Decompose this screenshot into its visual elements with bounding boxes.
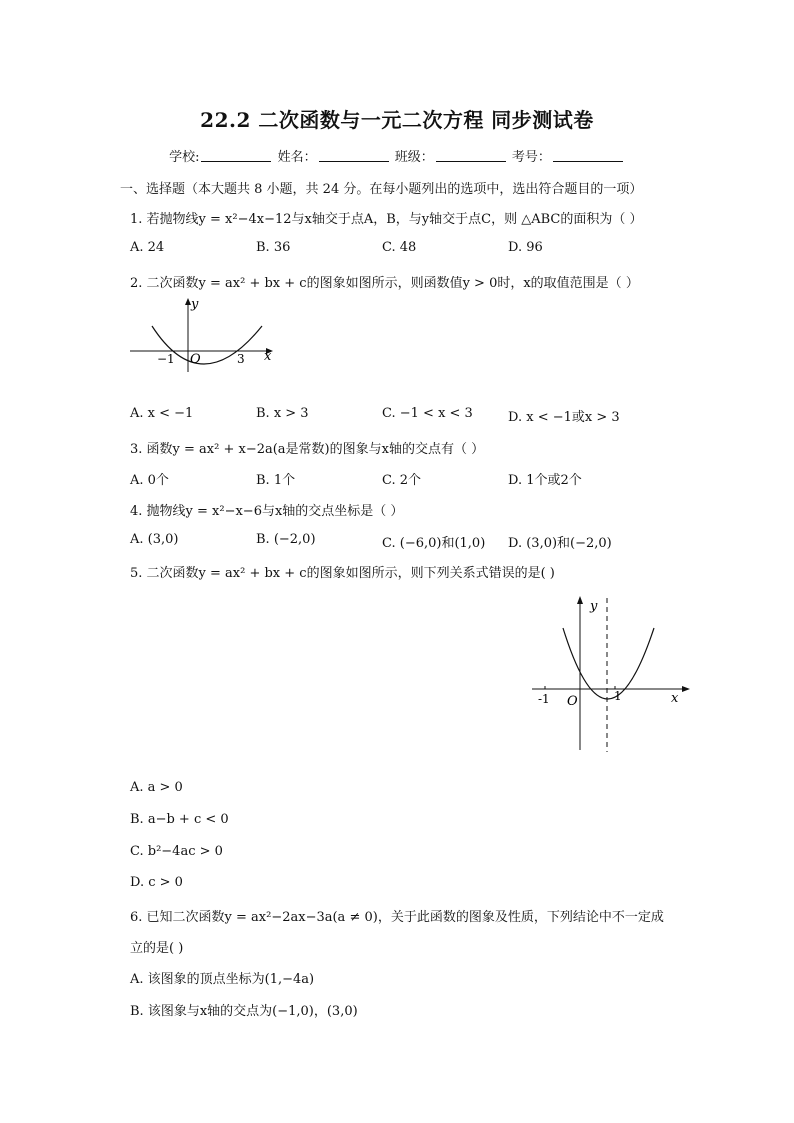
q3-option-c: C. 2个 (382, 473, 422, 488)
q2-tick-3: 3 (237, 352, 245, 366)
q4-option-a: A. (3,0) (130, 532, 179, 547)
q5-y-arrow (577, 596, 583, 604)
q3-option-d: D. 1个或2个 (508, 473, 582, 488)
q2-origin-label: O (190, 352, 201, 367)
q3-option-a: A. 0个 (130, 473, 169, 488)
q2-option-a: A. x < −1 (130, 406, 194, 421)
q6-option-a: A. 该图象的顶点坐标为(1,−4a) (130, 972, 315, 987)
q5-option-b: B. a−b + c < 0 (130, 812, 229, 827)
section-heading: 一、选择题（本大题共 8 小题，共 24 分。在每小题列出的选项中，选出符合题目的一项） (120, 182, 643, 197)
q4-option-b: B. (−2,0) (256, 532, 316, 547)
q5-tick-minus1: -1 (538, 692, 550, 706)
name-blank[interactable] (319, 149, 389, 162)
q5-option-a: A. a > 0 (130, 780, 183, 795)
q2-option-b: B. x > 3 (256, 406, 309, 421)
student-info-line (0, 146, 794, 165)
q2-tick-minus1: −1 (157, 352, 175, 366)
q1-option-d: D. 96 (508, 240, 543, 255)
question-3-stem: 3. 函数y = ax² + x−2a(a是常数)的图象与x轴的交点有（ ） (130, 442, 485, 457)
school-blank[interactable] (201, 149, 271, 162)
question-4-stem: 4. 抛物线y = x²−x−6与x轴的交点坐标是（ ） (130, 504, 404, 519)
exam-number-label: 考号： (511, 150, 551, 165)
q5-y-label: y (590, 599, 598, 614)
class-blank[interactable] (436, 149, 506, 162)
q4-option-c: C. (−6,0)和(1,0) (382, 536, 486, 551)
question-1-stem: 1. 若抛物线y = x²−4x−12与x轴交于点A，B，与y轴交于点C，则 △ABC的面积为（ ） (130, 212, 643, 227)
page-title: 22.2 二次函数与一元二次方程 同步测试卷 (200, 108, 594, 132)
q1-option-a: A. 24 (130, 240, 165, 255)
q5-origin-label: O (567, 694, 578, 709)
q5-x-label: x (671, 691, 679, 706)
q6-option-b: B. 该图象与x轴的交点为(−1,0)，(3,0) (130, 1004, 358, 1019)
question-2-stem: 2. 二次函数y = ax² + bx + c的图象如图所示，则函数值y > 0时，x的取值范围是（ ） (130, 276, 639, 291)
q1-option-b: B. 36 (256, 240, 291, 255)
q5-parabola-curve (563, 628, 654, 699)
q2-y-label: y (191, 297, 199, 312)
q1-option-c: C. 48 (382, 240, 417, 255)
q2-option-c: C. −1 < x < 3 (382, 406, 473, 421)
q2-parabola-figure (128, 294, 278, 374)
q5-tick-1: 1 (614, 689, 622, 703)
question-5-stem: 5. 二次函数y = ax² + bx + c的图象如图所示，则下列关系式错误的是( ) (130, 566, 555, 581)
q5-option-c: C. b²−4ac > 0 (130, 844, 223, 859)
q2-option-d: D. x < −1或x > 3 (508, 410, 620, 425)
question-6-stem-line1: 6. 已知二次函数y = ax²−2ax−3a(a ≠ 0)，关于此函数的图象及性质，下列结论中不一定成 (130, 910, 664, 925)
q4-option-d: D. (3,0)和(−2,0) (508, 536, 612, 551)
class-label: 班级： (394, 150, 434, 165)
q5-parabola-figure (530, 590, 695, 755)
question-6-stem-line2: 立的是( ) (130, 941, 184, 956)
school-label: 学校: (169, 150, 200, 165)
exam-number-blank[interactable] (553, 149, 623, 162)
q5-option-d: D. c > 0 (130, 875, 183, 890)
name-label: 姓名： (277, 150, 317, 165)
q2-x-label: x (264, 349, 272, 364)
q3-option-b: B. 1个 (256, 473, 296, 488)
q5-x-arrow (682, 686, 690, 692)
